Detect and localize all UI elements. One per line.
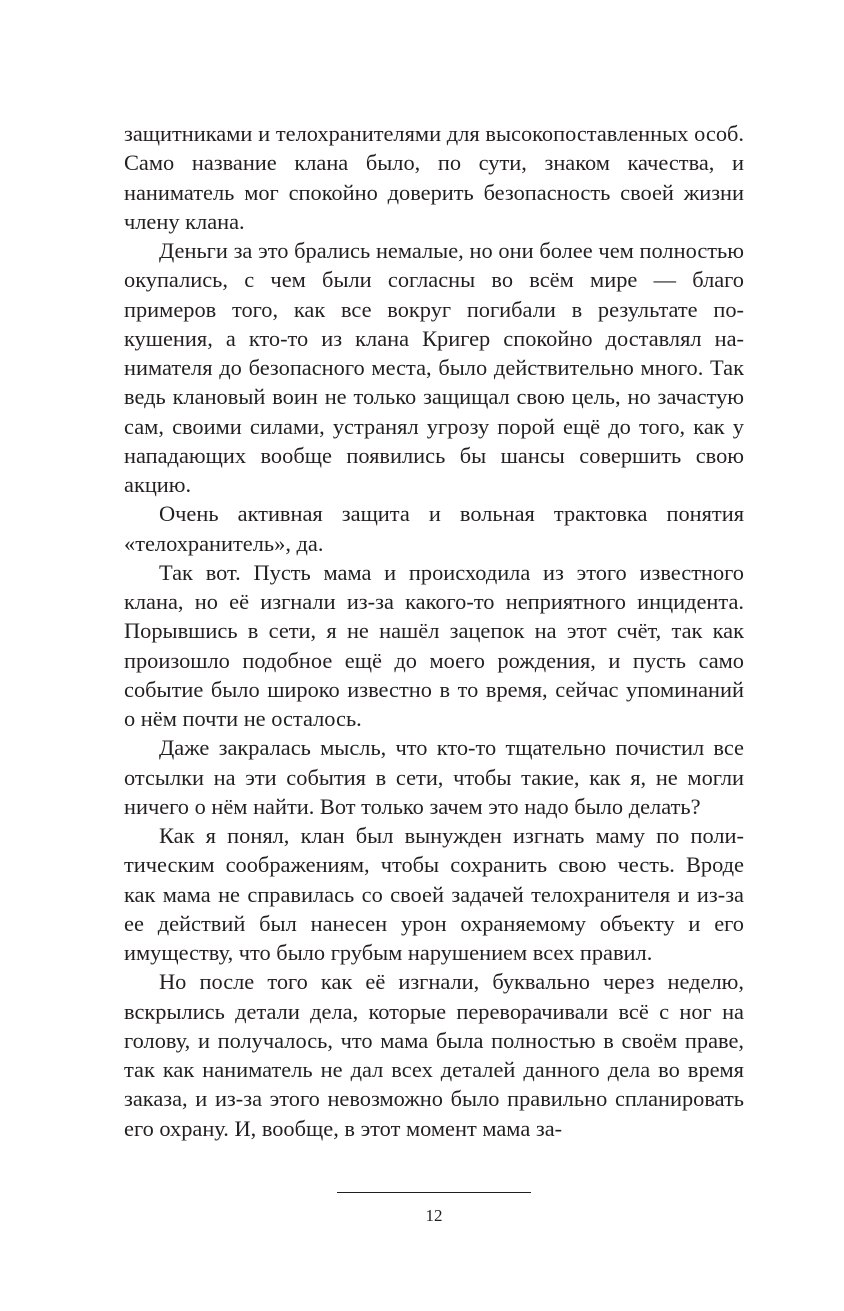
page-number: 12: [425, 1206, 443, 1225]
paragraph-3: Очень активная защита и вольная трактовка понятия «телохранитель», да.: [124, 501, 744, 556]
paragraph-5: Даже закралась мысль, что кто-то тщательно почистил все отсылки на эти события в сети, чтобы такие, как я, не могли ничего о нём найти. Вот только зачем это надо было делать?: [124, 735, 744, 819]
paragraph-6: Как я понял, клан был вынужден изгнать маму по политическим соображениям, чтобы сохранить свою честь. Вроде как мама не справилась со своей задачей телохранителя и из-за ее действий был нанесен урон охраняемому объекту и его имуществу, что было грубым нарушением всех правил.: [124, 823, 744, 965]
paragraph-1: защитниками и телохранителями для высокопоставленных особ. Само название клана было, по сути, знаком качества, и наниматель мог спокойно доверить безопасность своей жизни члену клана.: [124, 121, 744, 234]
paragraph-4: Так вот. Пусть мама и происходила из этого известного клана, но её изгнали из-за какого-то неприятного инцидента. Порывшись в сети, я не нашёл зацепок на этот счёт, так как произошло подобное ещё до моего рождения, и пусть само событие было широко известно в то время, сейчас упоминаний о нём почти не осталось.: [124, 559, 744, 731]
paragraph-7: Но после того как её изгнали, буквально через неделю, вскрылись детали дела, которые переворачивали всё с ног на голову, и получалось, что мама была полностью в своём праве, так как наниматель не дал всех деталей данного дела во время заказа, и из-за этого невозможно было правильно спланировать его охрану. И, вообще, в этот момент мама за-: [124, 969, 744, 1141]
body-text: [124, 119, 744, 1143]
paragraph-2: Деньги за это брались немалые, но они более чем полностью окупались, с чем были согласны во всём мире — благо примеров того, как все вокруг погибали в результате покушения, а кто-то из клана Кригер спокойно доставлял нанимателя до безопасного места, было действительно много. Так ведь клановый воин не только защищал свою цель, но зачастую сам, своими силами, устранял угрозу порой ещё до того, как у нападающих вообще появились бы шансы совершить свою акцию.: [124, 238, 744, 497]
footer-rule: [337, 1192, 531, 1193]
